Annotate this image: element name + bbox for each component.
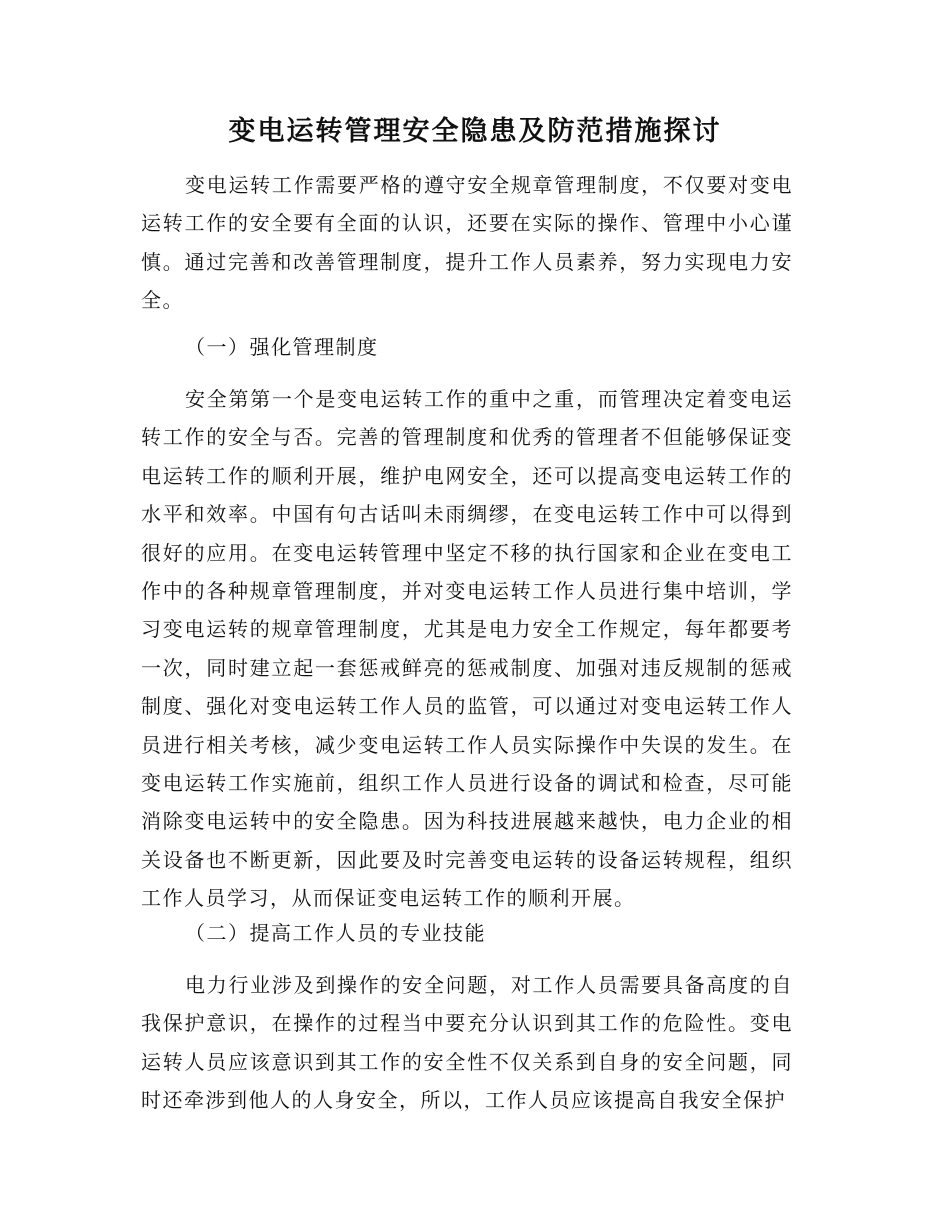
section-heading-1: （一）强化管理制度 <box>185 335 379 359</box>
document-title: 变电运转管理安全隐患及防范措施探讨 <box>228 116 722 147</box>
section-1-paragraph: 安全第第一个是变电运转工作的重中之重，而管理决定着变电运转工作的安全与否。完善的管理制度和优秀的管理者不但能够保证变电运转工作的顺利开展，维护电网安全，还可以提高变电运转工作的水平和效率。中国有句古话叫未雨绸缪，在变电运转工作中可以得到很好的应用。在变电运转管理中坚定不移的执行国家和企业在变电工作中的各种规章管理制度，并对变电运转工作人员进行集中培训，学习变电运转的规章管理制度，尤其是电力安全工作规定，每年都要考一次，同时建立起一套惩戒鲜亮的惩戒制度、加强对违反规制的惩戒制度、强化对变电运转工作人员的监管，可以通过对变电运转工作人员进行相关考核，减少变电运转工作人员实际操作中失误的发生。在变电运转工作实施前，组织工作人员进行设备的调试和检查，尽可能消除变电运转中的安全隐患。因为科技进展越来越快，电力企业的相关设备也不断更新，因此要及时完善变电运转的设备运转规程，组织工作人员学习，从而保证变电运转工作的顺利开展。 <box>141 387 793 911</box>
section-heading-2: （二）提高工作人员的专业技能 <box>185 921 486 945</box>
intro-paragraph: 变电运转工作需要严格的遵守安全规章管理制度，不仅要对变电运转工作的安全要有全面的认识，还要在实际的操作、管理中小心谨慎。通过完善和改善管理制度，提升工作人员素养，努力实现电力安全。 <box>141 173 793 313</box>
section-2-paragraph: 电力行业涉及到操作的安全问题，对工作人员需要具备高度的自我保护意识，在操作的过程当中要充分认识到其工作的危险性。变电运转人员应该意识到其工作的安全性不仅关系到自身的安全问题，同时还牵涉到他人的人身安全，所以，工作人员应该提高自我安全保护 <box>141 973 793 1113</box>
